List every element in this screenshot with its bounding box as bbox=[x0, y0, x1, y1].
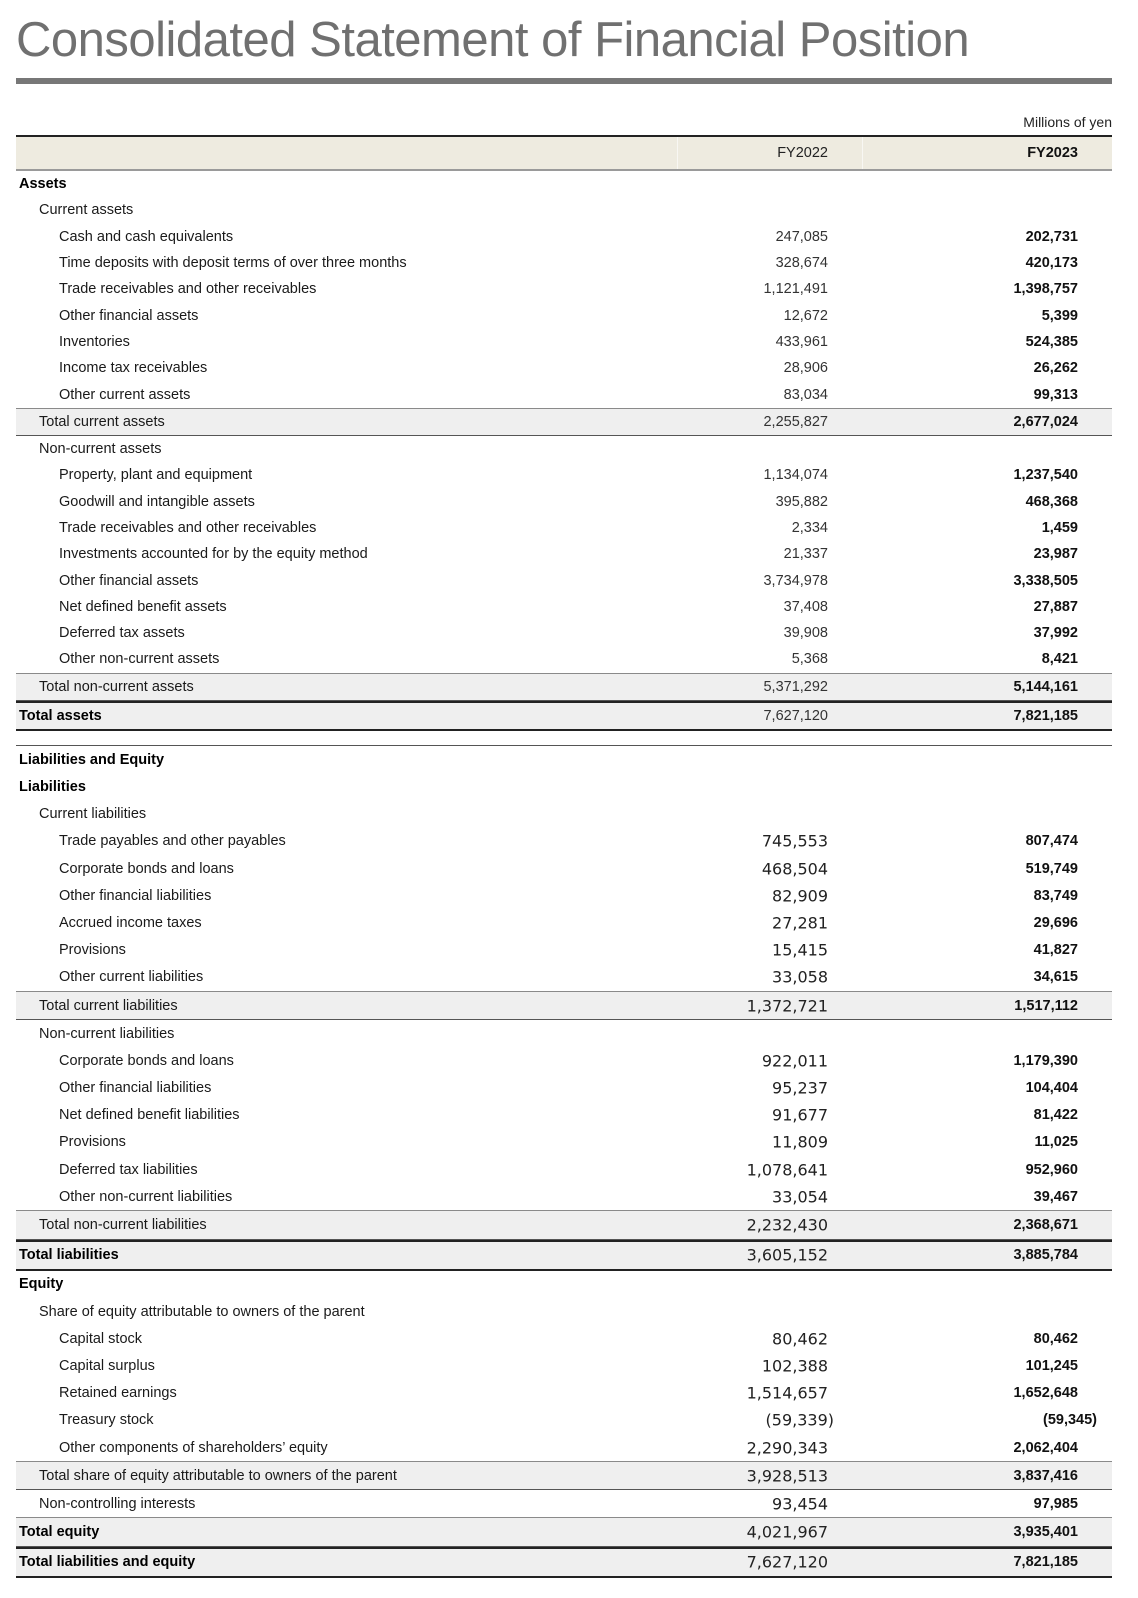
fy2022-value: 1,134,074 bbox=[763, 467, 828, 484]
row-label: Property, plant and equipment bbox=[59, 467, 253, 484]
row-label: Other non-current assets bbox=[59, 651, 220, 668]
fy2022-value: 5,371,292 bbox=[763, 678, 828, 695]
fy2023-value: 83,749 bbox=[1033, 887, 1078, 904]
fy2023-value: 97,985 bbox=[1033, 1495, 1078, 1512]
fy2023-value: 1,398,757 bbox=[1013, 281, 1078, 298]
subheading-row-current-liabilities bbox=[16, 801, 1112, 828]
table-row-treasury-stock bbox=[16, 1407, 1112, 1434]
fy2022-value: 2,290,343 bbox=[746, 1438, 828, 1458]
row-label: Share of equity attributable to owners of the parent bbox=[39, 1303, 365, 1320]
fy2022-value: 1,372,721 bbox=[746, 996, 828, 1016]
row-label: Other current assets bbox=[59, 386, 191, 403]
fy2023-value: 2,368,671 bbox=[1013, 1217, 1078, 1234]
fy2022-value: 2,232,430 bbox=[746, 1215, 828, 1235]
row-label: Goodwill and intangible assets bbox=[59, 493, 255, 510]
financial-position-table bbox=[16, 135, 1112, 1578]
row-label: Liabilities and Equity bbox=[19, 751, 165, 768]
fy2022-value: 3,928,513 bbox=[746, 1466, 828, 1486]
row-label: Inventories bbox=[59, 333, 130, 350]
row-label: Current liabilities bbox=[39, 806, 147, 823]
table-row-corporate-bonds-and-loans bbox=[16, 1047, 1112, 1074]
row-label: Total non-current assets bbox=[39, 678, 194, 695]
fy2023-value: 3,837,416 bbox=[1013, 1467, 1078, 1484]
fy2022-value: 83,034 bbox=[783, 386, 828, 403]
table-row-time-deposits-with-deposit-terms-of-over-three-months bbox=[16, 250, 1112, 276]
fy2023-value: 34,615 bbox=[1033, 969, 1078, 986]
fy2023-value: 7,821,185 bbox=[1013, 1554, 1078, 1571]
column-header-fy2023: FY2023 bbox=[1027, 145, 1078, 161]
column-divider bbox=[862, 137, 863, 169]
title-divider bbox=[16, 78, 1112, 84]
table-row-cash-and-cash-equivalents bbox=[16, 224, 1112, 250]
fy2023-value: 2,062,404 bbox=[1013, 1439, 1078, 1456]
table-row-other-current-assets bbox=[16, 381, 1112, 407]
table-row-deferred-tax-assets bbox=[16, 620, 1112, 646]
table-row-provisions bbox=[16, 937, 1112, 964]
liabilities-equity-section bbox=[16, 746, 1112, 1578]
fy2023-value: 420,173 bbox=[1025, 255, 1078, 272]
fy2022-value: 33,058 bbox=[772, 967, 828, 987]
table-row-investments-accounted-for-by-the-equity-method bbox=[16, 541, 1112, 567]
subtotal-row-total-equity bbox=[16, 1517, 1112, 1546]
fy2023-value: 1,237,540 bbox=[1013, 467, 1078, 484]
fy2022-value: 28,906 bbox=[783, 360, 828, 377]
row-label: Current assets bbox=[39, 202, 134, 219]
row-label: Other financial assets bbox=[59, 307, 199, 324]
table-row-other-financial-liabilities bbox=[16, 882, 1112, 909]
fy2023-value: 39,467 bbox=[1033, 1188, 1078, 1205]
row-label: Provisions bbox=[59, 1134, 126, 1151]
row-label: Investments accounted for by the equity method bbox=[59, 546, 368, 563]
fy2022-value: 395,882 bbox=[775, 493, 828, 510]
row-label: Income tax receivables bbox=[59, 360, 208, 377]
subtotal-row-total-current-assets bbox=[16, 408, 1112, 436]
fy2023-value: 11,025 bbox=[1034, 1134, 1078, 1151]
row-label: Retained earnings bbox=[59, 1385, 177, 1402]
page-title: Consolidated Statement of Financial Position bbox=[16, 13, 970, 67]
row-label: Non-current liabilities bbox=[39, 1025, 175, 1042]
subtotal-row-total-current-liabilities bbox=[16, 991, 1112, 1020]
fy2022-value: 11,809 bbox=[772, 1132, 828, 1152]
row-label: Total current liabilities bbox=[39, 997, 178, 1014]
table-row-other-financial-assets bbox=[16, 302, 1112, 328]
fy2022-value: 3,605,152 bbox=[746, 1245, 828, 1265]
fy2022-value: 82,909 bbox=[772, 886, 828, 906]
fy2023-value: 7,821,185 bbox=[1013, 708, 1078, 725]
subheading-row-share-of-equity-attributable-to-owners-of-the-parent bbox=[16, 1298, 1112, 1325]
row-label: Equity bbox=[19, 1276, 64, 1293]
row-label: Time deposits with deposit terms of over three months bbox=[59, 255, 407, 272]
table-row-trade-receivables-and-other-receivables bbox=[16, 276, 1112, 302]
row-label: Capital surplus bbox=[59, 1357, 155, 1374]
fy2023-value: 1,652,648 bbox=[1013, 1385, 1078, 1402]
subtotal-row-total-share-of-equity-attributable-to-owners-of-the-parent bbox=[16, 1461, 1112, 1490]
fy2022-value: 1,514,657 bbox=[746, 1383, 828, 1403]
fy2023-value: 23,987 bbox=[1033, 546, 1078, 563]
row-label: Cash and cash equivalents bbox=[59, 228, 234, 245]
table-row-provisions bbox=[16, 1129, 1112, 1156]
row-label: Deferred tax liabilities bbox=[59, 1161, 198, 1178]
row-label: Non-current assets bbox=[39, 441, 162, 458]
fy2023-value: 81,422 bbox=[1033, 1107, 1078, 1124]
fy2023-value: 37,992 bbox=[1033, 625, 1078, 642]
table-row-trade-receivables-and-other-receivables bbox=[16, 515, 1112, 541]
fy2023-value: 8,421 bbox=[1041, 651, 1078, 668]
fy2023-value: 3,885,784 bbox=[1013, 1247, 1078, 1264]
table-row-goodwill-and-intangible-assets bbox=[16, 489, 1112, 515]
fy2022-value: 91,677 bbox=[772, 1105, 828, 1125]
table-row-net-defined-benefit-liabilities bbox=[16, 1102, 1112, 1129]
fy2023-value: (59,345) bbox=[1042, 1412, 1097, 1429]
fy2023-value: 3,338,505 bbox=[1013, 572, 1078, 589]
fy2022-value: 15,415 bbox=[772, 940, 828, 960]
fy2023-value: 41,827 bbox=[1033, 942, 1078, 959]
row-label: Total assets bbox=[19, 708, 102, 725]
fy2022-value: 21,337 bbox=[783, 546, 828, 563]
table-row-accrued-income-taxes bbox=[16, 909, 1112, 936]
column-divider bbox=[677, 137, 678, 169]
subtotal-row-total-non-current-liabilities bbox=[16, 1210, 1112, 1239]
row-label: Trade receivables and other receivables bbox=[59, 281, 317, 298]
fy2023-value: 1,459 bbox=[1041, 520, 1078, 536]
fy2022-value: 1,121,491 bbox=[763, 281, 828, 298]
row-label: Other components of shareholders’ equity bbox=[59, 1439, 328, 1456]
row-label: Other financial assets bbox=[59, 572, 199, 589]
fy2022-value: 328,674 bbox=[775, 255, 828, 272]
fy2022-value: 3,734,978 bbox=[763, 572, 828, 589]
row-label: Total share of equity attributable to owners of the parent bbox=[39, 1467, 397, 1484]
table-row-other-current-liabilities bbox=[16, 964, 1112, 991]
fy2022-value: 33,054 bbox=[772, 1187, 828, 1207]
fy2023-value: 952,960 bbox=[1025, 1161, 1078, 1178]
subheading-row-non-current-assets bbox=[16, 436, 1112, 462]
heading-row-equity bbox=[16, 1271, 1112, 1298]
fy2022-value: 745,553 bbox=[761, 831, 828, 851]
row-label: Corporate bonds and loans bbox=[59, 1052, 234, 1069]
fy2023-value: 104,404 bbox=[1025, 1080, 1078, 1097]
fy2022-value: 4,021,967 bbox=[746, 1522, 828, 1542]
fy2023-value: 524,385 bbox=[1025, 333, 1078, 350]
row-label: Net defined benefit assets bbox=[59, 598, 227, 615]
table-row-other-components-of-shareholders-equity bbox=[16, 1434, 1112, 1461]
fy2023-value: 99,313 bbox=[1033, 386, 1078, 403]
row-label: Assets bbox=[19, 176, 67, 193]
fy2022-value: 922,011 bbox=[761, 1051, 828, 1071]
grand-row-total-assets bbox=[16, 701, 1112, 731]
row-label: Trade payables and other payables bbox=[59, 833, 286, 850]
table-row-income-tax-receivables bbox=[16, 355, 1112, 381]
table-row-corporate-bonds-and-loans bbox=[16, 855, 1112, 882]
fy2022-value: 7,627,120 bbox=[746, 1552, 828, 1572]
table-row-other-financial-liabilities bbox=[16, 1074, 1112, 1101]
row-label: Liabilities bbox=[19, 779, 86, 796]
fy2023-value: 1,179,390 bbox=[1013, 1052, 1078, 1069]
table-row-trade-payables-and-other-payables bbox=[16, 828, 1112, 855]
row-label: Deferred tax assets bbox=[59, 625, 185, 642]
subheading-row-current-assets bbox=[16, 197, 1112, 223]
table-row-other-financial-assets bbox=[16, 567, 1112, 593]
row-label: Total equity bbox=[19, 1524, 100, 1541]
row-label: Total liabilities bbox=[19, 1247, 119, 1264]
fy2022-value: 433,961 bbox=[775, 333, 828, 350]
row-label: Corporate bonds and loans bbox=[59, 860, 234, 877]
row-label: Other financial liabilities bbox=[59, 1080, 212, 1097]
fy2022-value: 93,454 bbox=[772, 1494, 828, 1514]
fy2023-value: 27,887 bbox=[1033, 598, 1078, 615]
fy2022-value: 95,237 bbox=[772, 1078, 828, 1098]
unit-label: Millions of yen bbox=[1023, 114, 1112, 130]
row-label: Other financial liabilities bbox=[59, 887, 212, 904]
fy2023-value: 5,144,161 bbox=[1013, 678, 1078, 695]
fy2022-value: 247,085 bbox=[775, 228, 828, 245]
fy2022-value: 468,504 bbox=[761, 859, 828, 879]
fy2022-value: 12,672 bbox=[783, 307, 828, 324]
column-header-fy2022: FY2022 bbox=[777, 145, 828, 161]
table-row-inventories bbox=[16, 329, 1112, 355]
table-row-retained-earnings bbox=[16, 1380, 1112, 1407]
fy2023-value: 101,245 bbox=[1025, 1357, 1078, 1374]
row-label: Accrued income taxes bbox=[59, 914, 202, 931]
assets-section bbox=[16, 171, 1112, 731]
fy2023-value: 29,696 bbox=[1033, 914, 1078, 931]
fy2023-value: 26,262 bbox=[1033, 360, 1078, 377]
table-row-other-non-current-liabilities bbox=[16, 1183, 1112, 1210]
grand-row-total-liabilities-and-equity bbox=[16, 1547, 1112, 1578]
fy2023-value: 3,935,401 bbox=[1013, 1524, 1078, 1541]
fy2022-value: 37,408 bbox=[783, 598, 828, 615]
heading-row-liabilities bbox=[16, 773, 1112, 800]
heading-row-liabilities-and-equity bbox=[16, 746, 1112, 773]
row-label: Total non-current liabilities bbox=[39, 1217, 207, 1234]
subtotal-row-total-non-current-assets bbox=[16, 673, 1112, 701]
fy2023-value: 468,368 bbox=[1025, 493, 1078, 510]
row-label: Trade receivables and other receivables bbox=[59, 520, 317, 536]
fy2022-value: (59,339) bbox=[765, 1410, 834, 1430]
heading-row-assets bbox=[16, 171, 1112, 197]
fy2022-value: 2,255,827 bbox=[763, 413, 828, 430]
fy2022-value: 2,334 bbox=[791, 520, 828, 536]
fy2022-value: 7,627,120 bbox=[763, 708, 828, 725]
row-label: Provisions bbox=[59, 942, 126, 959]
fy2023-value: 2,677,024 bbox=[1013, 413, 1078, 430]
fy2022-value: 39,908 bbox=[783, 625, 828, 642]
row-label: Other current liabilities bbox=[59, 969, 204, 986]
fy2022-value: 5,368 bbox=[791, 651, 828, 668]
fy2023-value: 807,474 bbox=[1025, 833, 1078, 850]
row-label: Total current assets bbox=[39, 413, 165, 430]
fy2023-value: 519,749 bbox=[1025, 860, 1078, 877]
row-label: Total liabilities and equity bbox=[19, 1554, 196, 1571]
fy2022-value: 1,078,641 bbox=[746, 1160, 828, 1180]
table-row-non-controlling-interests bbox=[16, 1490, 1112, 1517]
fy2023-value: 1,517,112 bbox=[1014, 997, 1078, 1014]
fy2022-value: 27,281 bbox=[772, 913, 828, 933]
fy2023-value: 80,462 bbox=[1033, 1330, 1078, 1347]
row-label: Non-controlling interests bbox=[39, 1495, 196, 1512]
table-row-other-non-current-assets bbox=[16, 646, 1112, 672]
fy2022-value: 102,388 bbox=[761, 1356, 828, 1376]
table-header bbox=[16, 135, 1112, 171]
row-label: Net defined benefit liabilities bbox=[59, 1107, 240, 1124]
section-gap bbox=[16, 731, 1112, 745]
subheading-row-non-current-liabilities bbox=[16, 1020, 1112, 1047]
grand-row-total-liabilities bbox=[16, 1240, 1112, 1271]
table-row-property-plant-and-equipment bbox=[16, 462, 1112, 488]
table-row-capital-stock bbox=[16, 1325, 1112, 1352]
fy2023-value: 202,731 bbox=[1025, 228, 1078, 245]
fy2023-value: 5,399 bbox=[1041, 307, 1078, 324]
row-label: Capital stock bbox=[59, 1330, 143, 1347]
row-label: Other non-current liabilities bbox=[59, 1188, 233, 1205]
table-row-capital-surplus bbox=[16, 1352, 1112, 1379]
table-row-deferred-tax-liabilities bbox=[16, 1156, 1112, 1183]
table-row-net-defined-benefit-assets bbox=[16, 594, 1112, 620]
row-label: Treasury stock bbox=[59, 1412, 154, 1429]
fy2022-value: 80,462 bbox=[772, 1329, 828, 1349]
